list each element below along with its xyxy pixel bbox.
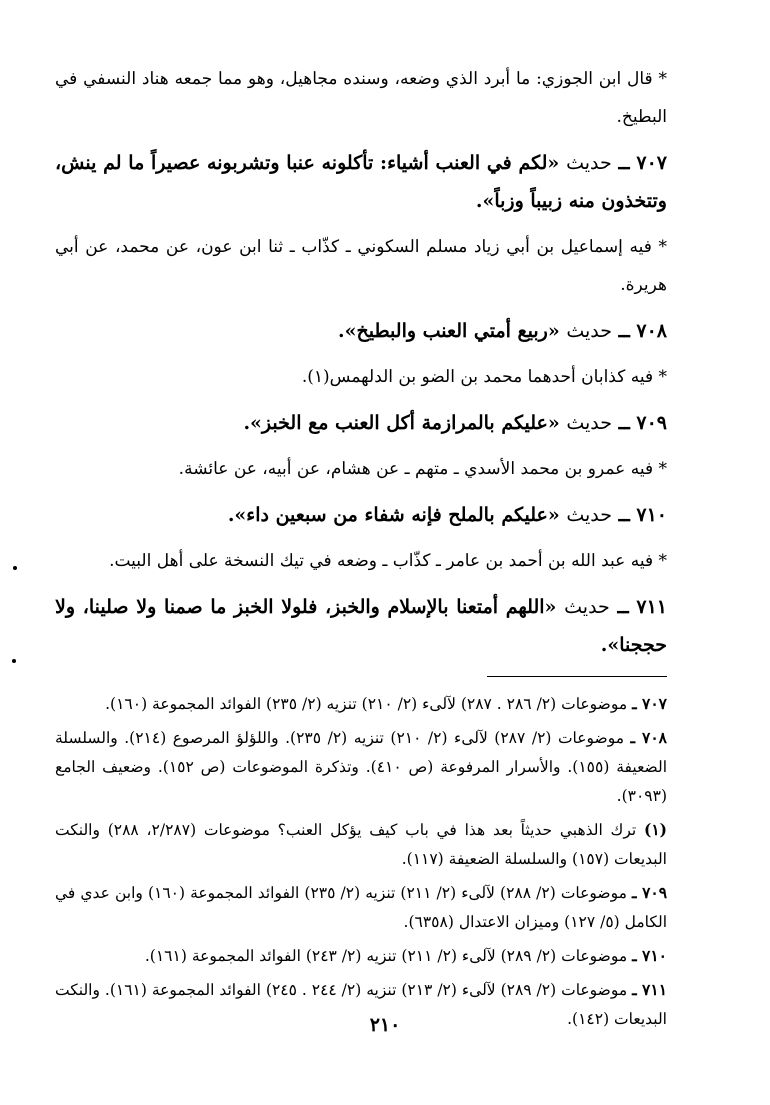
hadith-number: ٧٠٨ ــ [618, 320, 667, 342]
footnote-text: موضوعات (٢/ ٢٨٧) لآلىء (٢/ ٢١٠) تنزيه (٢/ ٢٣٥). واللؤلؤ المرصوع (٢١٤). والسلسلة الضعيفة (١٥٥). والأسرار المرفوعة (ص ٤١٠). وتذكرة الموضوعات (ص ١٥٢). وضعيف الجامع (٣٠٩٣). [55, 729, 668, 805]
footnote-separator [487, 676, 667, 677]
hadith-text: «لكم في العنب أشياء: تأكلونه عنبا وتشربونه عصيراً ما لم ينش، وتتخذون منه زبيباً وزباً». [55, 152, 667, 212]
page-body [55, 60, 667, 1038]
hadith-708 [55, 312, 667, 350]
page-number: ٢١٠ [369, 1014, 401, 1036]
footnotes [55, 689, 667, 1034]
hadith-lead: حديث [566, 320, 612, 342]
footnote-number: ٧١٠ ـ [632, 946, 667, 965]
note-paragraph: * فيه عبد الله بن أحمد بن عامر ـ كذّاب ـ وضعه في تيك النسخة على أهل البيت. [109, 551, 667, 571]
margin-mark [13, 566, 17, 570]
hadith-707 [55, 144, 667, 220]
footnote-1 [55, 815, 667, 874]
hadith-710 [55, 496, 667, 534]
hadith-711 [55, 588, 667, 664]
footnote-text: موضوعات (٢/ ٢٨٦ . ٢٨٧) لآلىء (٢/ ٢١٠) تنزيه (٢/ ٢٣٥) الفوائد المجموعة (١٦٠). [105, 695, 628, 713]
footnote-707 [55, 689, 667, 719]
hadith-lead: حديث [566, 504, 612, 526]
footnote-number: ٧٠٧ ـ [632, 694, 667, 713]
hadith-number: ٧١١ ــ [617, 596, 667, 618]
footnote-text: موضوعات (٢/ ٢٨٩) لآلىء (٢/ ٢١٣) تنزيه (٢/ ٢٤٤ . ٢٤٥) الفوائد المجموعة (١٦١). والنكت البديعات (١٤٢). [55, 981, 667, 1028]
footnote-709 [55, 878, 667, 937]
footnote-number: ٧٠٩ ـ [631, 883, 668, 902]
note-paragraph: * فيه كذابان أحدهما محمد بن الضو بن الدلهمس(١). [301, 367, 667, 387]
footnote-708 [55, 723, 667, 811]
margin-mark [12, 659, 16, 663]
hadith-text: «عليكم بالمرازمة أكل العنب مع الخبز». [243, 412, 560, 434]
hadith-number: ٧١٠ ــ [618, 504, 667, 526]
hadith-709 [55, 404, 667, 442]
note-paragraph: * فيه إسماعيل بن أبي زياد مسلم السكوني ـ كذّاب ـ ثنا ابن عون، عن محمد، عن أبي هريرة. [55, 237, 667, 295]
hadith-text: «ربيع أمتي العنب والبطيخ». [337, 320, 560, 342]
hadith-lead: حديث [564, 596, 610, 618]
footnote-number: ٧١١ ـ [632, 980, 668, 999]
hadith-number: ٧٠٩ ــ [618, 412, 667, 434]
footnote-text: موضوعات (٢/ ٢٨٩) لآلىء (٢/ ٢١١) تنزيه (٢/ ٢٤٣) الفوائد المجموعة (١٦١). [144, 947, 628, 965]
note-paragraph: * قال ابن الجوزي: ما أبرد الذي وضعه، وسنده مجاهيل، وهو مما جمعه هناد النسفي في البطيخ. [55, 69, 667, 127]
footnote-number: ٧٠٨ ـ [630, 728, 668, 747]
footnote-text: موضوعات (٢/ ٢٨٨) لآلىء (٢/ ٢١١) تنزيه (٢/ ٢٣٥) الفوائد المجموعة (١٦٠) وابن عدي في الكامل (٥/ ١٢٧) وميزان الاعتدال (٦٣٥٨). [55, 884, 667, 931]
hadith-text: «اللهم أمتعنا بالإسلام والخبز، فلولا الخبز ما صمنا ولا صلينا، ولا حججنا». [55, 596, 667, 656]
note-paragraph: * فيه عمرو بن محمد الأسدي ـ متهم ـ عن هشام، عن أبيه، عن عائشة. [178, 459, 667, 479]
hadith-lead: حديث [566, 412, 612, 434]
hadith-lead: حديث [566, 152, 612, 174]
footnote-710 [55, 941, 667, 971]
footnote-text: ترك الذهبي حديثاً بعد هذا في باب كيف يؤكل العنب؟ موضوعات (٢/٢٨٧، ٢٨٨) والنكت البديعات (١٥٧) والسلسلة الضعيفة (١١٧). [55, 821, 667, 868]
footnote-number: (١) [643, 820, 667, 839]
hadith-number: ٧٠٧ ــ [618, 152, 667, 174]
hadith-text: «عليكم بالملح فإنه شفاء من سبعين داء». [227, 504, 560, 526]
